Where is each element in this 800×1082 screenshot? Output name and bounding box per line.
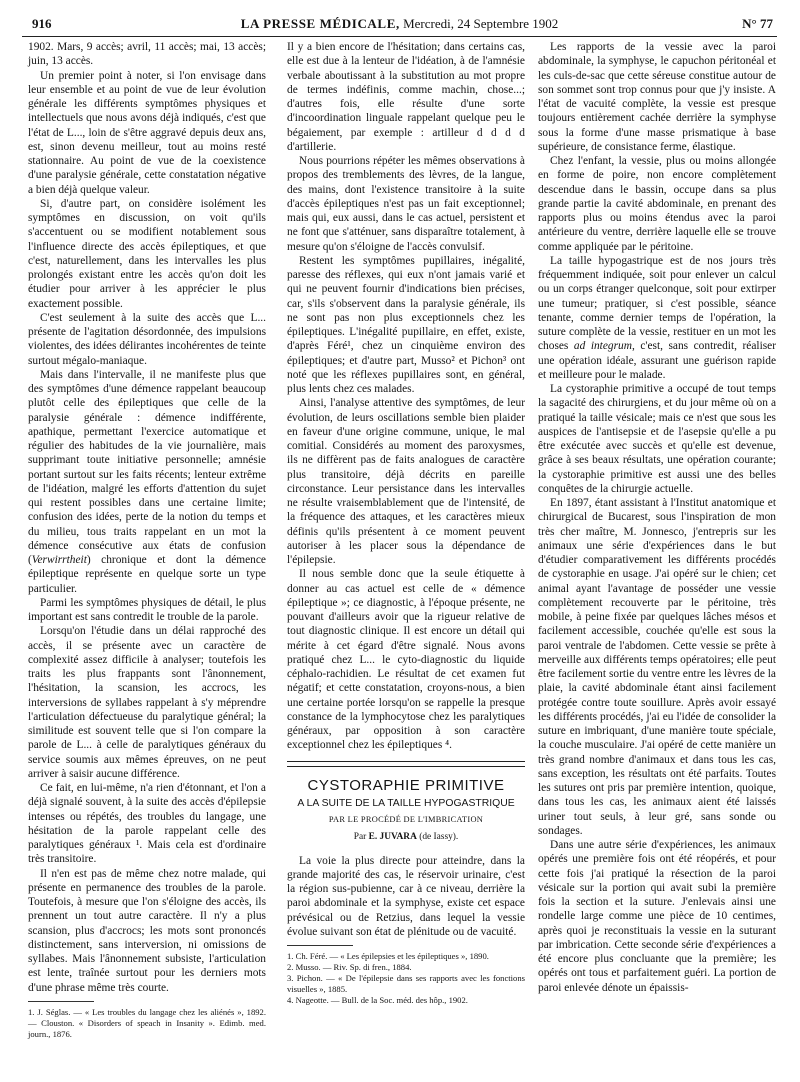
paragraph: Un premier point à noter, si l'on envisage dans leur ensemble et au point de vue de leur évolution générale les différents symptômes physiques et intellectuels que nous avons déjà indiqués, c'est que l'état de L..., loin de s'être aggravé depuis deux ans, est, sinon devenu meilleur, tout au moins resté stationnaire. Au point de vue de la coexistence d'une paralysie générale, cette constatation négative a bien déjà quelque valeur. bbox=[28, 69, 266, 196]
paragraph: C'est seulement à la suite des accès que L... présente de l'agitation désordonnée, des impulsions violentes, des idées délirantes incohérentes de teinte surtout mégalo-maniaque. bbox=[28, 311, 266, 367]
paragraph bbox=[538, 254, 776, 382]
page-number: 916 bbox=[32, 16, 52, 31]
column-1 bbox=[28, 40, 266, 1040]
paragraph: Il y a bien encore de l'hésitation; dans certains cas, elle est due à la lenteur de l'idéation, à de l'amnésie verbale aboutissant à la substitution au mot propre de termes indéfinis, comme machin, chose...; d'autres fois, elle résulte d'une sorte d'incoordination linguale rappelant quelque peu le bégaiement, par exemple : artilleur d d d d d'artillerie. bbox=[287, 41, 525, 153]
paragraph: Si, d'autre part, on considère isolément les symptômes en discussion, on voit qu'ils s'accentuent ou se modifient notablement sous l'influence directe des accès épileptiques, et que c'est, naturellement, dans les intervalles les plus prolongés existant entre les accès qu'on doit les étudier pour arriver à les apprécier le plus exactement possible. bbox=[28, 197, 266, 310]
author-name: E. JUVARA bbox=[368, 832, 417, 843]
article-title: CYSTORAPHIE PRIMITIVE bbox=[307, 776, 505, 794]
paragraph: Parmi les symptômes physiques de détail, le plus important est sans contredit le trouble de la parole. bbox=[28, 596, 266, 623]
paragraph: Ce fait, en lui-même, n'a rien d'étonnant, et l'on a déjà signalé souvent, à la suite des accès d'épilepsie intenses ou répétés, des troubles du langage, une hésitation de la parole rappelant celle des paralytiques généraux ¹. Mais cela est d'ordinaire très transitoire. bbox=[28, 782, 266, 866]
footnote-rule bbox=[287, 945, 353, 946]
paragraph: La cystoraphie primitive a occupé de tout temps la sagacité des chirurgiens, et du jour même où on a pratiqué la taille vésicale; mais ce n'est que sous les auspices de l'antisepsie et de l'asepsie qu'elle a pu être exécutée avec succès et qu'elle est devenue, grâce à ses beaux résultats, une opération courante; la cystoraphie primitive est aussi une des belles conquêtes de la chirurgie actuelle. bbox=[538, 383, 776, 495]
author-place: (de Iassy). bbox=[416, 832, 459, 843]
paragraph: Dans une autre série d'expériences, les animaux opérés une première fois ont été réopérés, et pour cette fois j'ai pratiqué la résection de la paroi vésicale sur la portion qui avait subi la première fois la section et la suture. J'enlevais ainsi une rondelle large comme une pièce de 10 centimes, après quoi je reconstituais la vessie en la suturant par imbrication. Cette seconde série d'expériences a été encore plus concluante que la première; les opérés ont tous et parfaitement guéri. La portion de paroi enlevée dénote un épaissis- bbox=[538, 839, 776, 994]
italic-term: Verwirrtheit bbox=[31, 554, 87, 566]
paragraph: Il n'en est pas de même chez notre malade, qui présente en permanence des troubles de la parole. Toutefois, à mesure que l'on s'éloigne des accès, ils prennent un tout autre caractère. Il n'y a plus scansion, plus d'accrocs; les mots sont prononcés distinctement, sans interversion, ni omissions de syllabes. Mais l'ânonnement subsiste, l'articulation est lente, traînée surtout pour les derniers mots d'une phrase même très courte. bbox=[28, 867, 266, 994]
footnote: 4. Nageotte. — Bull. de la Soc. méd. des hôp., 1902. bbox=[287, 995, 468, 1005]
text-run: Mais dans l'intervalle, il ne manifeste plus que des symptômes d'une démence rappelant beaucoup plutôt celle des épileptiques que celle de la paralysie générale : démence indifférente, apathique, permettant l'exercice automatique et régulier des habitudes de la vie journalière, mais supprimant toute initiative personnelle; amnésie portant surtout sur les faits récents; lenteur extrême de l'idéation, malgré les efforts d'attention du sujet qui restent possibles dans une certaine limite; confusion des idées, perte de la notion du temps et du milieu, tous traits rappelant en un mot la démence consécutive aux états de confusion ( bbox=[28, 368, 266, 566]
footnote: 1. J. Séglas. — « Les troubles du langage chez les aliénés », 1892. — Clouston. « Disorders of speach in Insanity ». Edimb. med. journ., 1876. bbox=[28, 1006, 266, 1039]
paragraph: Restent les symptômes pupillaires, inégalité, paresse des réflexes, qui eux n'ont jamais varié et qui ne peuvent fournir d'indications bien précises, car, s'ils s'observent dans la paralysie générale, ils ne sont pas non plus exceptionnels chez les épileptiques. L'inégalité pupillaire, en effet, existe, d'après Féré¹, chez un cinquième environ des épileptiques; et d'autre part, Musso² et Pichon³ ont noté que les réflexes pupillaires sont, en général, plus lents chez ces malades. bbox=[287, 254, 525, 395]
paragraph: Il nous semble donc que la seule étiquette à donner au cas actuel est celle de « démence épileptique »; ce diagnostic, à l'époque présente, ne pouvant d'ailleurs avoir que la rigueur relative de tout diagnostic clinique. Il est encore un détail qui mérite à cet égard d'être signalé. Nous avons pratiqué chez L... le cyto-diagnostic du liquide céphalo-rachidien. Le résultat de cet examen fut négatif; et cette constatation, croyons-nous, a bien une certaine portée lorsqu'on se rappelle la presque constance de la lymphocytose chez les paralytiques généraux, par opposition à son caractère exceptionnel chez les épileptiques ⁴. bbox=[287, 568, 525, 752]
paragraph: Lorsqu'on l'étudie dans un délai rapproché des accès, il se présente avec un caractère de complexité assez difficile à analyser; toutefois les traits les plus frappants sont l'ânonnement, l'hésitation, la scansion, les accrocs, les interversions de syllabes rappelant à s'y méprendre l'articulation défectueuse du paralytique général; la similitude est souvent telle que si l'on compare la parole de L... à celle de paralytiques généraux du service soumis aux mêmes épreuves, on ne peut arriver à saisir aucune différence. bbox=[28, 625, 266, 780]
paragraph bbox=[28, 368, 266, 596]
paragraph: La voie la plus directe pour atteindre, dans la grande majorité des cas, le réservoir urinaire, c'est la région sus-pubienne, car à ce niveau, derrière la paroi abdominale et la symphyse, existe cet espace prévésical ou de Retzius, dans lequel la vessie évolue suivant son état de plénitude ou de vacuité. bbox=[287, 854, 525, 938]
footnote: 2. Musso. — Riv. Sp. di fren., 1884. bbox=[287, 962, 412, 972]
paragraph: En 1897, étant assistant à l'Institut anatomique et chirurgical de Bucarest, sous l'inspiration de mon très cher maître, M. Jonnesco, j'entrepris sur les animaux une série d'expériences dans le but d'étudier comparativement les différents procédés de cystoraphie en usage. J'ai opéré sur le chien; cet animal ayant l'avantage de posséder une vessie complètement recouverte par le péritoine, très mobile, à peine fixée par quelques lâches mésos et facilement accessible, couchée qu'elle est sous la paroi ventrale de l'abdomen. Cette vessie se prête à merveille aux différents temps opératoires; elle peut être facilement sortie du ventre entre les lèvres de la plaie, la cavité abdominale étant ainsi facilement protégée contre toute souillure. Après avoir essayé les différents procédés, j'ai eu l'idée de consolider la suture en imbriquant, d'une manière toute spéciale, la couche musculaire. J'ai opéré de cette manière un très grand nombre d'animaux et dans tous les cas, sans exception, les résultats ont été parfaits. Toutes les sutures ont pris par première intention, quoique, dans tous les cas, les animaux aient été laissés uriner tout seuls, à leur gré, sans sonde ou sondages. bbox=[538, 497, 776, 837]
paragraph: Nous pourrions répéter les mêmes observations à propos des tremblements des lèvres, de la langue, des mains, dont l'existence transitoire à la suite d'accès épileptiques n'est pas un fait exceptionnel; mais qui, eux aussi, dans le cas actuel, persistent et ne font que s'atténuer, sans disparaître totalement, à mesure qu'on s'éloigne de l'accès convulsif. bbox=[287, 155, 525, 253]
footnote-rule bbox=[28, 1001, 94, 1002]
issue-number: N° 77 bbox=[742, 16, 773, 31]
paragraph: Ainsi, l'analyse attentive des symptômes, de leur évolution, de leurs oscillations semble bien plaider en faveur d'une origine commune, unique, le mal comitial. Considérés au moment des paroxysmes, ils ne diffèrent pas de faits analogues de caractère plus transitoire, déjà décrits en pareille circonstance. Leur persistance dans les intervalles ne résulte vraisemblablement que de l'intensité, de la fréquence des attaques, et les caractères mieux définis qu'ils présentent à ce moment peuvent autoriser à les placer sous la dépendance de l'épilepsie. bbox=[287, 397, 525, 566]
journal-name: LA PRESSE MÉDICALE, bbox=[240, 16, 400, 31]
article-subtitle: A LA SUITE DE LA TAILLE HYPOGASTRIQUE bbox=[297, 797, 515, 809]
column-3 bbox=[538, 40, 776, 995]
paragraph: Les rapports de la vessie avec la paroi abdominale, la symphyse, le capuchon péritonéal et les culs-de-sac que cette séreuse constitue autour de son sommet sont trop connus pour que j'y insiste. A l'état de vacuité complète, la vessie est presque toujours entièrement cachée derrière la symphyse sous la forme d'une masse prismatique à base supérieure, de consistance ferme, élastique. bbox=[538, 41, 776, 153]
text-run: ) chronique et dont la démence épileptique représente en quelque sorte un type particulier. bbox=[28, 554, 266, 595]
article-heading-block bbox=[287, 761, 525, 845]
text-run: La taille hypogastrique est de nos jours très fréquemment indiquée, soit pour enlever un calcul ou un corps étranger quelconque, soit pour extirper une tumeur; pratiquer, si c'est possible, séance tenante, comme dernier temps de l'opération, la suture complète de la vessie, restituer en un mot les choses bbox=[538, 254, 776, 353]
article-method: PAR LE PROCÉDÉ DE L'IMBRICATION bbox=[328, 815, 484, 824]
italic-term: ad integrum bbox=[573, 340, 632, 353]
text-run: , c'est, sans contredit, réaliser une opération idéale, assurant une guérison rapide et meilleure pour le malade. bbox=[538, 340, 777, 381]
article-byline bbox=[287, 830, 525, 844]
footnote: 3. Pichon. — « De l'épilepsie dans ses rapports avec les fonctions visuelles », 1885. bbox=[287, 973, 525, 994]
issue-date: Mercredi, 24 Septembre 1902 bbox=[399, 16, 559, 31]
footnote: 1. Ch. Féré. — « Les épilepsies et les épileptiques », 1890. bbox=[287, 951, 489, 961]
page-header bbox=[22, 14, 777, 37]
double-rule bbox=[287, 766, 525, 767]
paragraph: 1902. Mars, 9 accès; avril, 11 accès; mai, 13 accès; juin, 13 accès. bbox=[28, 41, 266, 68]
running-title bbox=[22, 16, 777, 32]
paragraph: Chez l'enfant, la vessie, plus ou moins allongée en forme de poire, non encore complètement descendue dans le bassin, occupe dans sa plus grande partie la cavité abdominale, en prenant des rapports plus ou moins étendus avec la paroi antérieure du ventre, derrière laquelle elle se trouve comme appliquée par le péritoine. bbox=[538, 155, 776, 253]
column-2 bbox=[287, 40, 525, 1006]
byline-prefix: Par bbox=[353, 832, 369, 843]
